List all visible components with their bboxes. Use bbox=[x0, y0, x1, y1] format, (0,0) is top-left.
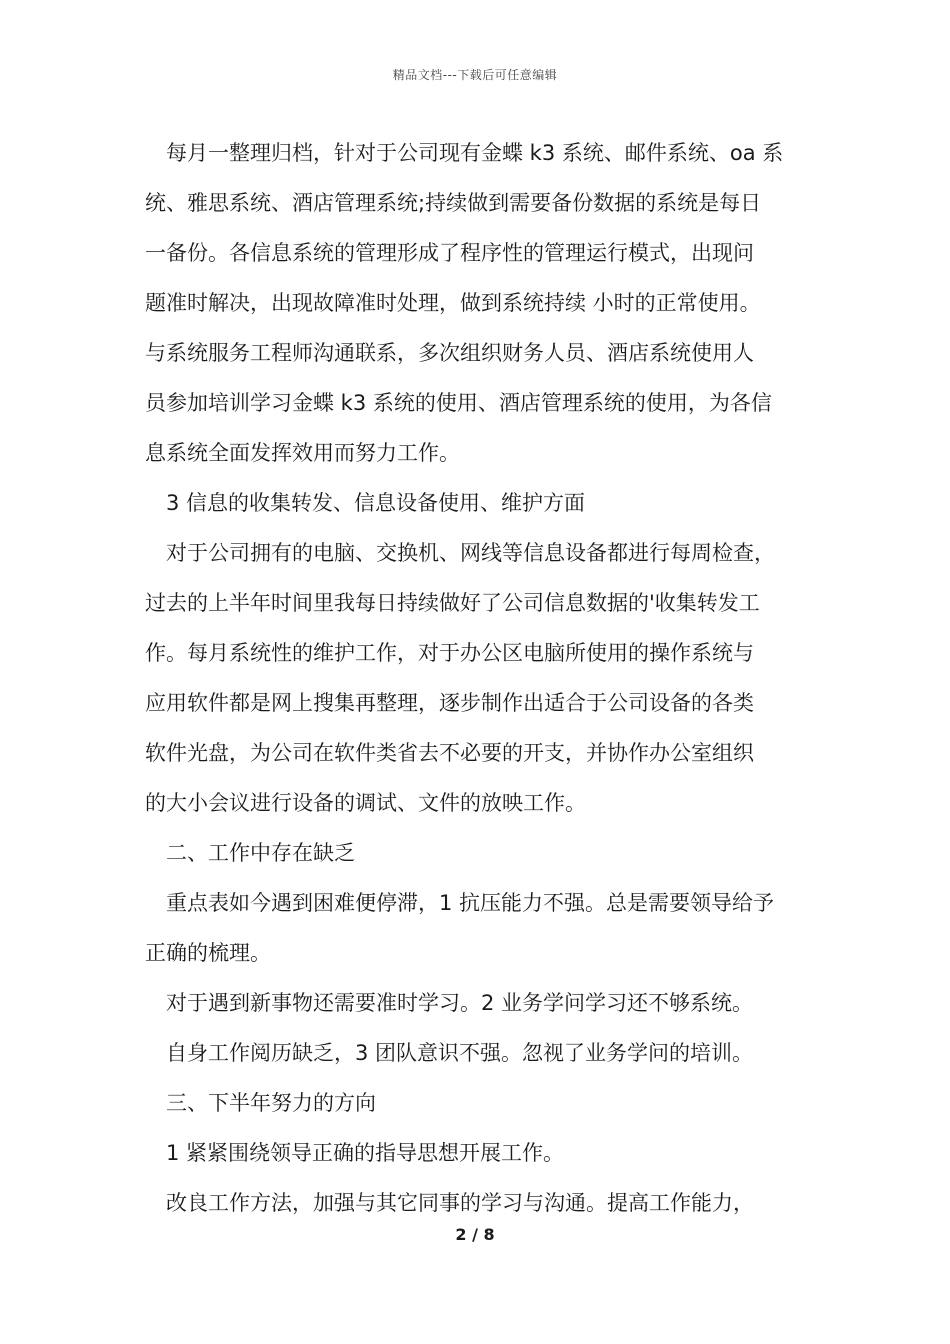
paragraph-line: 统、雅思系统、酒店管理系统;持续做到需要备份数据的系统是每日 bbox=[145, 191, 762, 215]
paragraph-line: 一备份。各信息系统的管理形成了程序性的管理运行模式，出现问 bbox=[145, 241, 754, 265]
paragraph-line: 息系统全面发挥效用而努力工作。 bbox=[145, 441, 460, 465]
paragraph-line: 员参加培训学习金蝶 k3 系统的使用、酒店管理系统的使用，为各信 bbox=[145, 391, 772, 415]
paragraph-line: 重点表如今遇到困难便停滞，1 抗压能力不强。总是需要领导给予 bbox=[166, 891, 775, 915]
page-header: 精品文档---下载后可任意编辑 bbox=[392, 68, 558, 82]
paragraph-line: 改良工作方法，加强与其它同事的学习与沟通。提高工作能力， bbox=[166, 1191, 754, 1215]
section-heading: 3 信息的收集转发、信息设备使用、维护方面 bbox=[166, 491, 586, 515]
paragraph-line: 自身工作阅历缺乏，3 团队意识不强。忽视了业务学问的培训。 bbox=[166, 1041, 754, 1065]
section-heading: 三、下半年努力的方向 bbox=[166, 1091, 376, 1115]
paragraph-line: 正确的梳理。 bbox=[145, 941, 271, 965]
paragraph-line: 题准时解决，出现故障准时处理，做到系统持续 小时的正常使用。 bbox=[145, 291, 761, 315]
section-heading: 二、工作中存在缺乏 bbox=[166, 841, 355, 865]
paragraph-line: 对于遇到新事物还需要准时学习。2 业务学问学习还不够系统。 bbox=[166, 991, 754, 1015]
document-body bbox=[145, 128, 817, 1228]
paragraph-line: 每月一整理归档，针对于公司现有金蝶 k3 系统、邮件系统、oa 系 bbox=[166, 141, 784, 165]
paragraph-line: 过去的上半年时间里我每日持续做好了公司信息数据的'收集转发工 bbox=[145, 591, 760, 615]
paragraph-line: 对于公司拥有的电脑、交换机、网线等信息设备都进行每周检查， bbox=[166, 541, 775, 565]
paragraph-line: 与系统服务工程师沟通联系，多次组织财务人员、酒店系统使用人 bbox=[145, 341, 754, 365]
paragraph-line: 的大小会议进行设备的调试、文件的放映工作。 bbox=[145, 791, 586, 815]
page-number: 2 / 8 bbox=[455, 1225, 495, 1244]
paragraph-line: 应用软件都是网上搜集再整理，逐步制作出适合于公司设备的各类 bbox=[145, 691, 754, 715]
paragraph-line: 作。每月系统性的维护工作，对于办公区电脑所使用的操作系统与 bbox=[145, 641, 754, 665]
paragraph-line: 软件光盘，为公司在软件类省去不必要的开支，并协作办公室组织 bbox=[145, 741, 754, 765]
paragraph-line: 1 紧紧围绕领导正确的指导思想开展工作。 bbox=[166, 1141, 565, 1165]
